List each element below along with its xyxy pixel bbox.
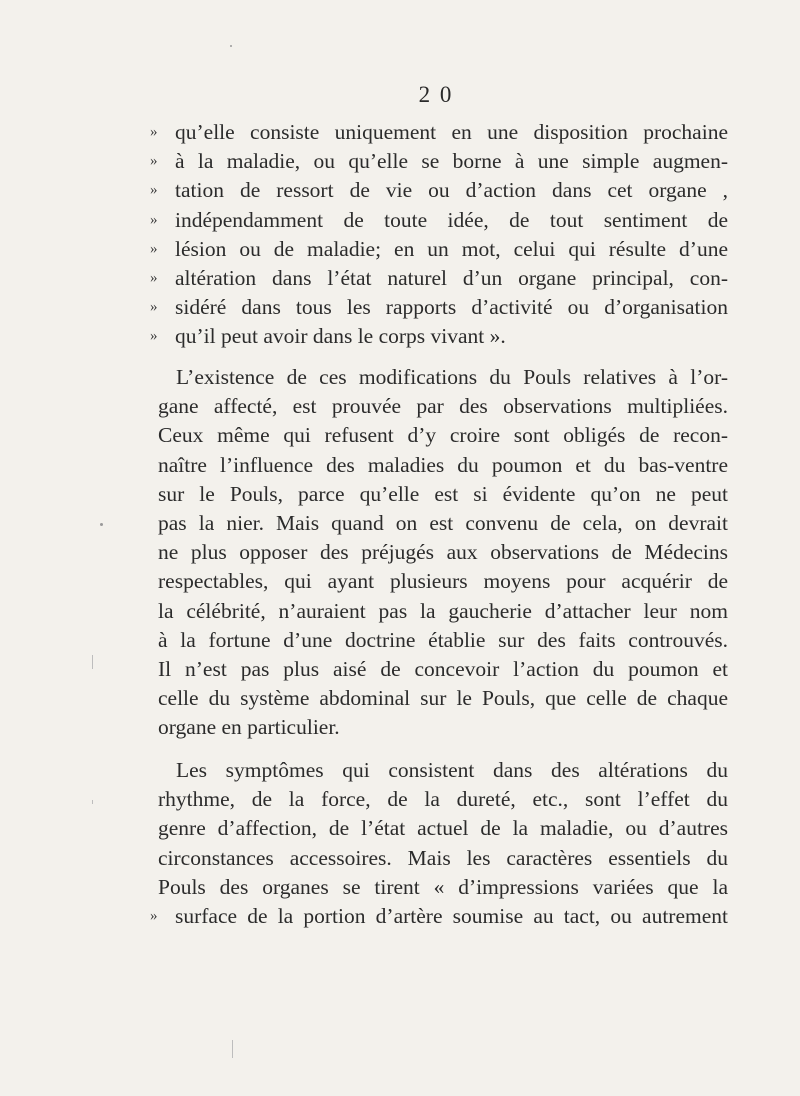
- quote-mark: »: [150, 124, 158, 140]
- text-line: » altération dans l’état naturel d’un organe principal, con-: [158, 264, 728, 293]
- paper-speck: [100, 523, 103, 526]
- quote-mark: »: [150, 328, 158, 345]
- text-line: » sidéré dans tous les rapports d’activité ou d’organisation: [158, 293, 728, 322]
- paragraph: [158, 363, 728, 742]
- text-line: Il n’est pas plus aisé de concevoir l’action du poumon et: [158, 656, 728, 681]
- quoted-passage: [150, 118, 728, 352]
- quote-mark: »: [150, 299, 158, 316]
- text-line: genre d’affection, de l’état actuel de la maladie, ou d’autres: [158, 816, 728, 841]
- paper-mark: [92, 800, 93, 804]
- text-line: naître l’influence des maladies du poumon et du bas-ventre: [158, 452, 728, 477]
- text-line: » qu’il peut avoir dans le corps vivant ».: [158, 322, 728, 351]
- text-line: la célébrité, n’auraient pas la gaucherie d’attacher leur nom: [158, 598, 728, 623]
- text-line: L’existence de ces modifications du Pouls relatives à l’or-: [176, 365, 728, 389]
- text-line: à la fortune d’une doctrine établie sur des faits controuvés.: [158, 627, 728, 652]
- paper-mark: [92, 655, 93, 669]
- page-number: 2 0: [418, 82, 454, 107]
- text-line: Ceux même qui refusent d’y croire sont obligés de recon-: [158, 423, 728, 448]
- paragraph: [150, 756, 728, 931]
- text-line: gane affecté, est prouvée par des observations multipliées.: [158, 394, 728, 419]
- text-line: » à la maladie, ou qu’elle se borne à une simple augmen-: [158, 147, 728, 176]
- text-line: » indépendamment de toute idée, de tout sentiment de: [158, 206, 728, 235]
- text-line: » surface de la portion d’artère soumise au tact, ou autrement: [158, 902, 728, 931]
- text-line: » lésion ou de maladie; en un mot, celui qui résulte d’une: [158, 235, 728, 264]
- text-line: respectables, qui ayant plusieurs moyens pour acquérir de: [158, 569, 728, 594]
- text-line: Les symptômes qui consistent dans des altérations du: [176, 758, 728, 782]
- text-line: circonstances accessoires. Mais les caractères essentiels du: [158, 845, 728, 870]
- text-line: » tation de ressort de vie ou d’action dans cet organe ,: [158, 176, 728, 205]
- quote-mark: »: [150, 182, 158, 199]
- text-line: ne plus opposer des préjugés aux observations de Médecins: [158, 540, 728, 565]
- quote-mark: »: [150, 240, 158, 257]
- quote-mark: »: [150, 211, 158, 228]
- text-line: celle du système abdominal sur le Pouls, que celle de chaque: [158, 686, 728, 711]
- text-line: sur le Pouls, parce qu’elle est si évidente qu’on ne peut: [158, 481, 728, 506]
- text-line: rhythme, de la force, de la dureté, etc., sont l’effet du: [158, 787, 728, 812]
- paper-speck: [230, 45, 232, 47]
- quote-mark: »: [150, 907, 158, 924]
- paper-mark: [232, 1040, 233, 1058]
- text-line: » qu’elle consiste uniquement en une disposition prochaine: [158, 118, 728, 147]
- text-line: organe en particulier.: [158, 715, 340, 740]
- text-line: pas la nier. Mais quand on est convenu de cela, on devrait: [158, 510, 728, 535]
- quote-mark: »: [150, 269, 158, 286]
- quote-mark: »: [150, 153, 158, 170]
- text-line: Pouls des organes se tirent « d’impressions variées que la: [158, 874, 728, 899]
